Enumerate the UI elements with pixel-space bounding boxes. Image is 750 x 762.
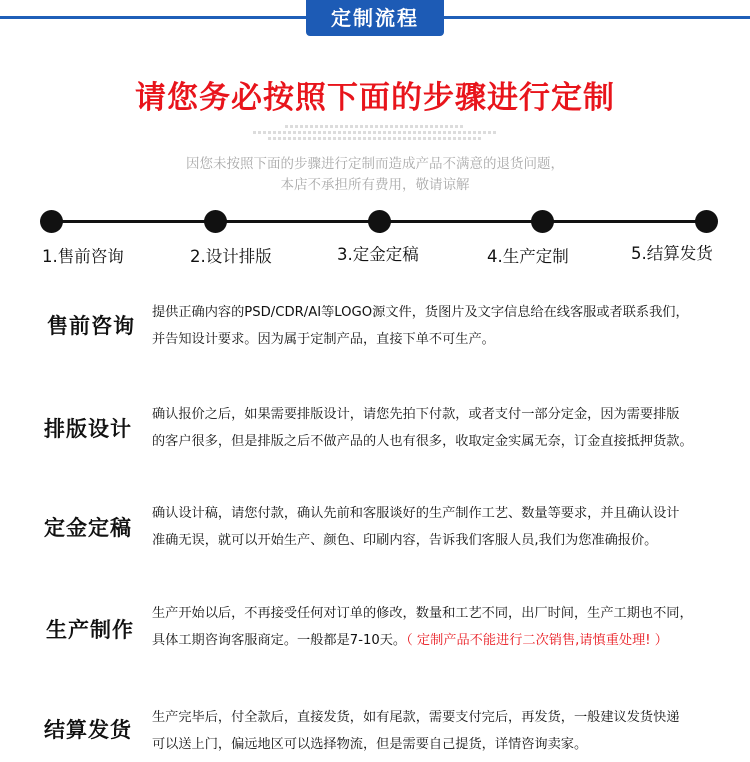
section-title: 结算发货 [44, 718, 132, 742]
resale-warning: （ 定制产品不能进行二次销售,请慎重处理! ） [406, 633, 668, 648]
decorative-faint-text [250, 123, 500, 143]
faint-line [253, 131, 498, 134]
refund-notice [0, 154, 750, 196]
desc-line-1: 生产开始以后，不再接受任何对订单的修改，数量和工艺不同，出厂时间，生产工期也不同， [152, 606, 693, 621]
header-rule-right [444, 16, 750, 19]
header-banner [0, 0, 750, 38]
step-label-5: 5.结算发货 [631, 244, 713, 263]
section-description [152, 401, 737, 455]
desc-line-1: 确认设计稿，请您付款，确认先前和客服谈好的生产制作工艺、数量等要求，并且确认设计 [152, 506, 680, 521]
notice-line-2: 本店不承担所有费用，敬请谅解 [280, 177, 470, 193]
desc-line-2: 准确无误，就可以开始生产、颜色、印刷内容，告诉我们客服人员,我们为您准确报价。 [152, 533, 658, 548]
main-headline: 请您务必按照下面的步骤进行定制 [135, 80, 615, 116]
desc-line-1: 提供正确内容的PSD/CDR/AI等LOGO源文件，货图片及文字信息给在线客服或者联系我们， [152, 305, 689, 320]
section-title: 售前咨询 [47, 314, 135, 338]
step-label-2: 2.设计排版 [190, 247, 272, 266]
step-dot-5 [695, 210, 718, 233]
section-description [152, 600, 737, 654]
desc-line-1: 确认报价之后，如果需要排版设计，请您先拍下付款，或者支付一部分定金，因为需要排版 [152, 407, 680, 422]
process-timeline [0, 205, 750, 275]
step-dot-1 [40, 210, 63, 233]
section-title: 排版设计 [44, 417, 132, 441]
step-dot-4 [531, 210, 554, 233]
faint-line [285, 125, 465, 128]
desc-line-2-text: 具体工期咨询客服商定。一般都是7-10天。 [152, 633, 407, 648]
section-description [152, 500, 737, 554]
desc-line-2: 可以送上门，偏远地区可以选择物流，但是需要自己提货，详情咨询卖家。 [152, 737, 588, 752]
step-dot-3 [368, 210, 391, 233]
step-dot-2 [204, 210, 227, 233]
section-title: 定金定稿 [44, 516, 132, 540]
header-title: 定制流程 [306, 0, 444, 36]
faint-line [268, 137, 483, 140]
desc-line-1: 生产完毕后，付全款后，直接发货，如有尾款，需要支付完后，再发货，一般建议发货快递 [152, 710, 680, 725]
desc-line-2: 的客户很多，但是排版之后不做产品的人也有很多，收取定金实属无奈，订金直接抵押货款。 [152, 434, 693, 449]
section-title: 生产制作 [46, 618, 134, 642]
header-rule-left [0, 16, 306, 19]
section-description [152, 299, 737, 353]
step-label-3: 3.定金定稿 [337, 245, 419, 264]
step-label-1: 1.售前咨询 [42, 247, 124, 266]
desc-line-2: 并告知设计要求。因为属于定制产品，直接下单不可生产。 [152, 332, 495, 347]
step-label-4: 4.生产定制 [487, 247, 569, 266]
notice-line-1: 因您未按照下面的步骤进行定制而造成产品不满意的退货问题， [186, 156, 564, 172]
desc-line-2 [152, 627, 737, 654]
section-description [152, 704, 737, 758]
